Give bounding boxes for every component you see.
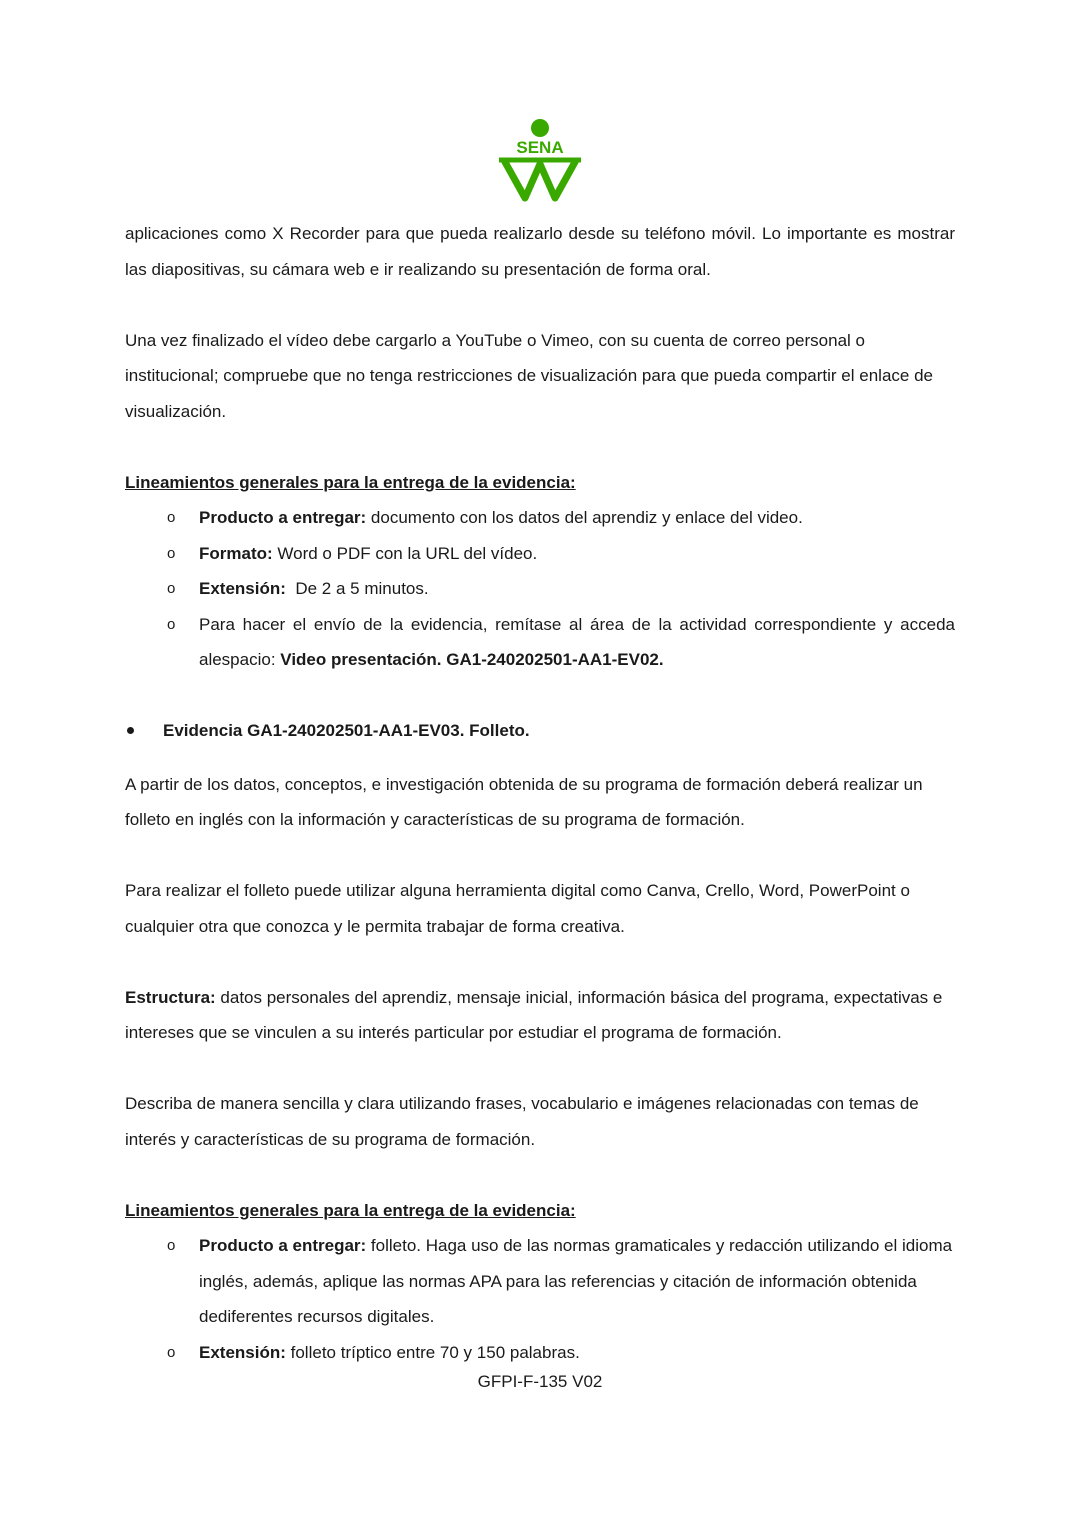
circle-bullet: o [167, 509, 176, 526]
circle-bullet: o [167, 1237, 176, 1254]
paragraph-structure: Estructura: datos personales del aprendiz, mensaje inicial, información básica del programa, expectativas e intereses que se vinculen a su interés particular por estudiar el programa de formación. [125, 987, 943, 1042]
paragraph-brochure-intro: A partir de los datos, conceptos, e investigación obtenida de su programa de formación deberá realizar un folleto en inglés con la información y características de su programa de formación. [125, 774, 923, 829]
bullet-dot [127, 727, 134, 734]
paragraph-brochure-tools: Para realizar el folleto puede utilizar alguna herramienta digital como Canva, Crello, Word, PowerPoint o cualquier otra que conozca y le permita trabajar de forma creativa. [125, 881, 910, 936]
sena-logo [495, 118, 585, 202]
paragraph-upload-video: Una vez finalizado el vídeo debe cargarlo a YouTube o Vimeo, con su cuenta de correo personal o institucional; compruebe que no tenga restricciones de visualización para que pueda compartir el enlace de visualización. [125, 330, 933, 421]
logo-text: SENA [516, 138, 564, 157]
circle-bullet: o [167, 544, 176, 562]
list-item: o Para hacer el envío de la evidencia, remítase al área de la actividad correspondiente y acceda alespacio: Video presentación. GA1-240202501-AA1-EV02. [125, 607, 955, 678]
section2-heading: Lineamientos generales para la entrega de la evidencia: [125, 1200, 576, 1220]
circle-bullet: o [167, 1343, 176, 1361]
paragraph-recording-apps: aplicaciones como X Recorder para que pueda realizarlo desde su teléfono móvil. Lo importante es mostrar las diapositivas, su cámara web e ir realizando su presentación de forma oral. [125, 224, 955, 279]
evidence-bullet: Evidencia GA1-240202501-AA1-EV03. Folleto. [125, 713, 955, 749]
page-footer-code: GFPI-F-135 V02 [477, 1372, 603, 1391]
section2-list [125, 1228, 955, 1370]
circle-bullet: o [167, 580, 176, 597]
circle-bullet: o [167, 615, 176, 633]
paragraph-describe: Describa de manera sencilla y clara utilizando frases, vocabulario e imágenes relacionadas con temas de interés y características de su programa de formación. [125, 1094, 919, 1149]
section1-list [125, 500, 955, 678]
list-item: o Extensión: De 2 a 5 minutos. [125, 571, 955, 607]
list-item: o Producto a entregar: documento con los datos del aprendiz y enlace del video. [125, 500, 955, 536]
list-item: o Extensión: folleto tríptico entre 70 y 150 palabras. [125, 1335, 955, 1371]
section1-heading: Lineamientos generales para la entrega de la evidencia: [125, 472, 576, 492]
document-body [125, 216, 955, 1370]
list-item: o Formato: Word o PDF con la URL del vídeo. [125, 536, 955, 572]
list-item: o Producto a entregar: folleto. Haga uso de las normas gramaticales y redacción utilizando el idioma inglés, además, aplique las normas APA para las referencias y citación de información obtenida dediferentes recursos digitales. [125, 1228, 955, 1335]
logo-head-circle [531, 119, 549, 137]
